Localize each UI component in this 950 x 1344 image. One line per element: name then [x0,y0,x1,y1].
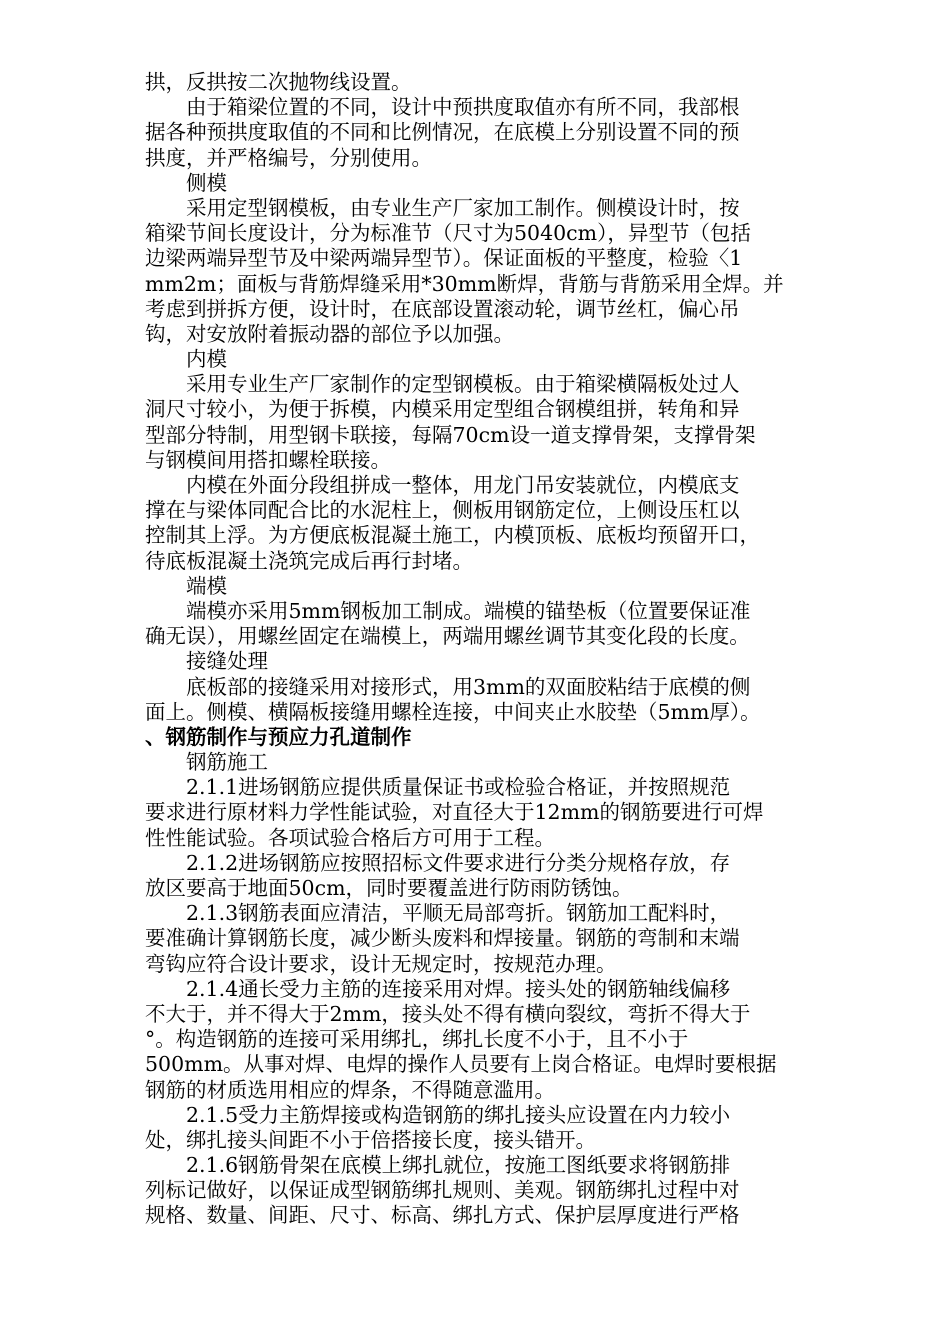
text-line: 2.1.3钢筋表面应清洁，平顺无局部弯折。钢筋加工配料时， [186,901,731,926]
text-line: 规格、数量、间距、尺寸、标高、绑扎方式、保护层厚度进行严格 [145,1203,740,1228]
text-line: 箱梁节间长度设计，分为标准节（尺寸为5040cm），异型节（包括 [145,221,751,246]
text-line: 采用专业生产厂家制作的定型钢模板。由于箱梁横隔板处过人 [186,372,740,397]
text-line: 放区要高于地面50cm，同时要覆盖进行防雨防锈蚀。 [145,876,633,900]
text-line: 内模 [186,347,227,372]
text-line: 撑在与梁体同配合比的水泥柱上，侧板用钢筋定位，上侧设压杠以 [145,498,740,523]
section-heading: 、钢筋制作与预应力孔道制作 [145,724,412,749]
text-line: 端模 [186,573,227,598]
text-line: 接缝处理 [186,649,268,674]
text-line: 控制其上浮。为方便底板混凝土施工，内模顶板、底板均预留开口， [145,523,760,548]
text-line: 拱度，并严格编号，分别使用。 [145,145,432,170]
text-line: 弯钩应符合设计要求，设计无规定时，按规范办理。 [145,951,617,976]
text-line: 500mm。从事对焊、电焊的操作人员要有上岗合格证。电焊时要根据 [145,1052,777,1077]
text-line: 型部分特制，用型钢卡联接，每隔70cm设一道支撑骨架，支撑骨架 [145,422,756,447]
text-line: 考虑到拼拆方便，设计时，在底部设置滚动轮，调节丝杠，偏心吊 [145,296,740,321]
text-line: 内模在外面分段组拼成一整体，用龙门吊安装就位，内模底支 [186,473,740,497]
text-line: 由于箱梁位置的不同，设计中预拱度取值亦有所不同，我部根 [186,95,740,120]
text-line: 侧模 [186,170,227,195]
text-line: 边梁两端异型节及中梁两端异型节）。保证面板的平整度，检验〈1 [145,246,743,271]
document-page [145,70,817,1229]
text-line: 要求进行原材料力学性能试验，对直径大于12mm的钢筋要进行可焊 [145,800,764,825]
text-line: 性性能试验。各项试验合格后方可用于工程。 [145,825,555,850]
text-line: 钩，对安放附着振动器的部位予以加强。 [145,321,514,346]
text-line: 采用定型钢模板，由专业生产厂家加工制作。侧模设计时，按 [186,195,740,220]
text-line: 洞尺寸较小，为便于拆模，内模采用定型组合钢模组拼，转角和异 [145,397,740,422]
text-line: 面上。侧模、横隔板接缝用螺栓连接，中间夹止水胶垫（5mm厚）。 [145,699,761,724]
text-line: 拱，反拱按二次抛物线设置。 [145,70,412,94]
text-line: 据各种预拱度取值的不同和比例情况，在底模上分别设置不同的预 [145,120,740,145]
text-line: 2.1.1进场钢筋应提供质量保证书或检验合格证，并按照规范 [186,775,731,800]
text-line: 确无误），用螺丝固定在端模上，两端用螺丝调节其变化段的长度。 [145,624,750,649]
text-line: 待底板混凝土浇筑完成后再行封堵。 [145,548,473,573]
text-line: mm2m；面板与背筋焊缝采用*30mm断焊，背筋与背筋采用全焊。并 [145,271,784,296]
text-line: 端模亦采用5mm钢板加工制成。端模的锚垫板（位置要保证准 [186,598,751,623]
text-line: 2.1.6钢筋骨架在底模上绑扎就位，按施工图纸要求将钢筋排 [186,1153,731,1178]
text-line: 2.1.2进场钢筋应按照招标文件要求进行分类分规格存放，存 [186,850,731,875]
text-line: 2.1.4通长受力主筋的连接采用对焊。接头处的钢筋轴线偏移 [186,976,731,1001]
text-line: 底板部的接缝采用对接形式，用3mm的双面胶粘结于底模的侧 [186,674,751,699]
text-line: °。构造钢筋的连接可采用绑扎，绑扎长度不小于，且不小于 [145,1027,689,1052]
text-line: 与钢模间用搭扣螺栓联接。 [145,447,391,472]
text-line: 钢筋的材质选用相应的焊条，不得随意滥用。 [145,1077,555,1102]
text-line: 不大于，并不得大于2mm，接头处不得有横向裂纹，弯折不得大于 [145,1001,751,1026]
text-line: 处，绑扎接头间距不小于倍搭接长度，接头错开。 [145,1127,596,1152]
text-line: 2.1.5受力主筋焊接或构造钢筋的绑扎接头应设置在内力较小 [186,1102,731,1127]
text-line: 要准确计算钢筋长度，减少断头废料和焊接量。钢筋的弯制和末端 [145,926,740,951]
text-line: 钢筋施工 [186,750,268,775]
text-line: 列标记做好，以保证成型钢筋绑扎规则、美观。钢筋绑扎过程中对 [145,1178,740,1203]
